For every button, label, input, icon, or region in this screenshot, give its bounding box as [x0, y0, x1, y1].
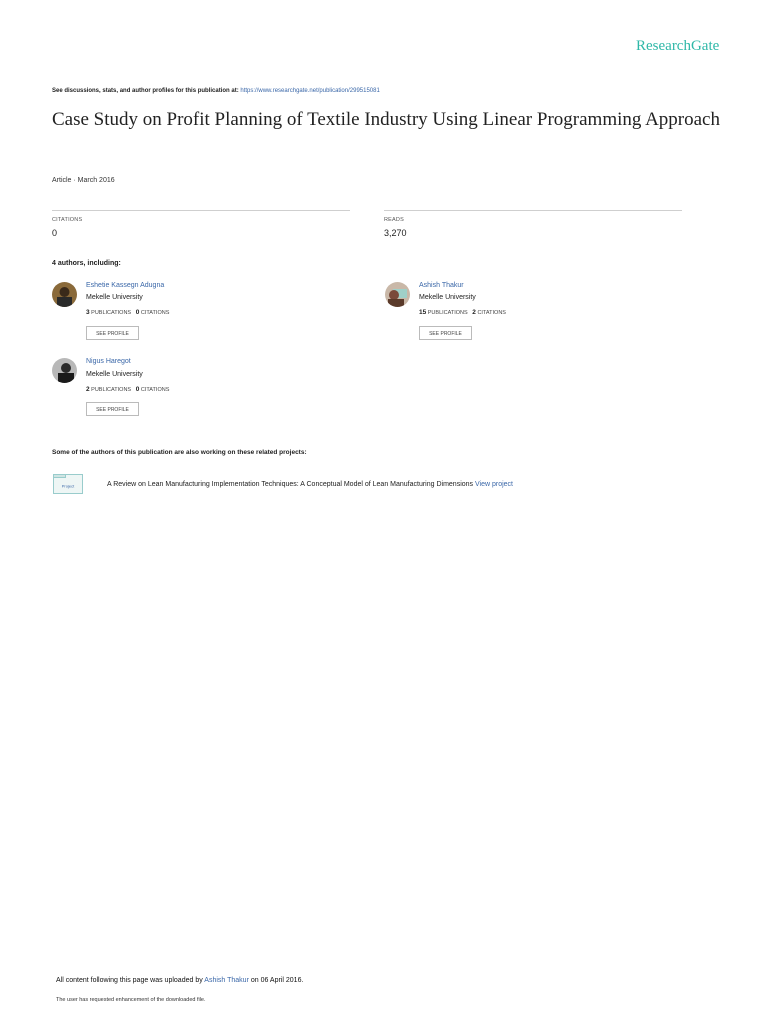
see-profile-button[interactable]: SEE PROFILE: [86, 402, 139, 416]
article-meta: Article · March 2016: [52, 177, 115, 184]
citations-divider: [52, 210, 350, 211]
related-projects-heading: Some of the authors of this publication are also working on these related projects:: [52, 449, 307, 456]
publications-count: 3: [86, 309, 90, 316]
page-title: Case Study on Profit Planning of Textile Industry Using Linear Programming Approach: [52, 109, 720, 130]
author-name-link[interactable]: Ashish Thakur: [419, 282, 464, 289]
project-title: A Review on Lean Manufacturing Implementation Techniques: A Conceptual Model of Lean Manufacturing Dimensions: [107, 481, 474, 488]
avatar[interactable]: [52, 282, 77, 307]
citations-label: CITATIONS: [52, 217, 83, 223]
see-profile-button[interactable]: SEE PROFILE: [86, 326, 139, 340]
reads-label: READS: [384, 217, 404, 223]
publication-url-link[interactable]: https://www.researchgate.net/publication/299515081: [240, 88, 380, 94]
publications-count: 2: [86, 386, 90, 393]
upload-note: [56, 977, 303, 984]
avatar[interactable]: [385, 282, 410, 307]
publications-label: PUBLICATIONS: [427, 310, 468, 316]
citations-value: 0: [52, 228, 58, 238]
author-photo-icon: [52, 358, 77, 383]
author-name-link[interactable]: Nigus Haregot: [86, 358, 131, 365]
author-institution: Mekelle University: [86, 294, 143, 301]
researchgate-logo[interactable]: ResearchGate: [636, 38, 720, 54]
requested-note: The user has requested enhancement of the downloaded file.: [56, 997, 206, 1003]
see-profile-button[interactable]: SEE PROFILE: [419, 326, 472, 340]
project-icon-label: Project: [61, 483, 75, 489]
view-project-link[interactable]: View project: [475, 481, 514, 488]
avatar[interactable]: [52, 358, 77, 383]
see-discussions-line: [52, 88, 380, 94]
publications-label: PUBLICATIONS: [91, 387, 132, 393]
reads-divider: [384, 210, 682, 211]
citations-count: 0: [135, 386, 140, 393]
authors-heading: 4 authors, including:: [52, 260, 121, 267]
author-stats: [86, 309, 169, 316]
author-name-link[interactable]: Eshetie Kassegn Adugna: [86, 282, 165, 289]
author-institution: Mekelle University: [419, 294, 476, 301]
author-stats: [86, 386, 169, 393]
see-discussions-text: See discussions, stats, and author profiles for this publication at:: [52, 88, 239, 94]
author-photo-icon: [52, 282, 77, 307]
publications-count: 15: [419, 309, 427, 316]
project-folder-icon: [53, 474, 83, 494]
publications-label: PUBLICATIONS: [91, 310, 132, 316]
author-photo-icon: [385, 282, 410, 307]
citations-label: CITATIONS: [140, 310, 170, 316]
author-institution: Mekelle University: [86, 371, 143, 378]
citations-label: CITATIONS: [140, 387, 170, 393]
reads-value: 3,270: [384, 228, 407, 238]
upload-suffix: on 06 April 2016.: [250, 977, 304, 984]
upload-prefix: All content following this page was uploaded by: [56, 977, 203, 984]
uploader-link[interactable]: Ashish Thakur: [204, 977, 249, 984]
author-stats: [419, 309, 506, 316]
citations-label: CITATIONS: [477, 310, 506, 316]
related-project: [107, 481, 513, 488]
citations-count: 0: [135, 309, 140, 316]
citations-count: 2: [472, 309, 476, 316]
